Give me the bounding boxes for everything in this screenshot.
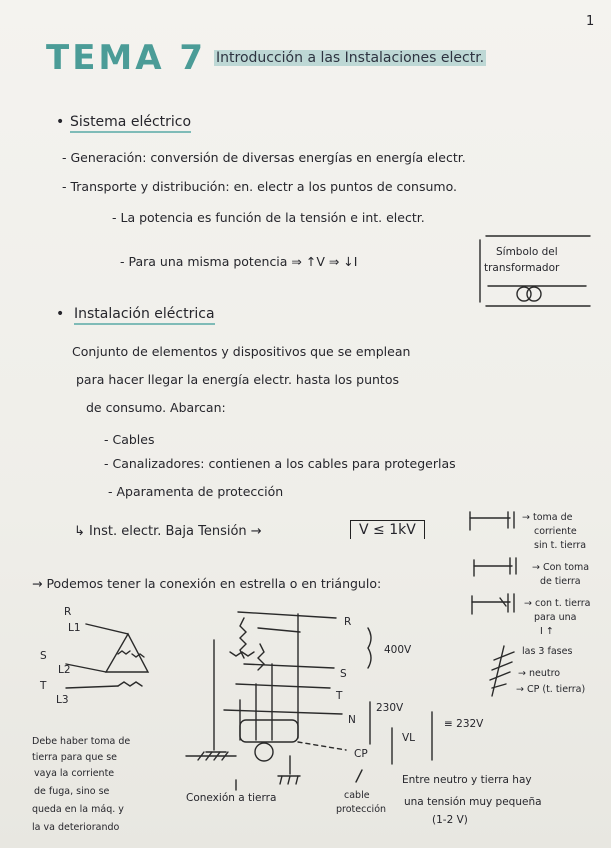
delta-label-t: T [40,680,47,692]
left-note-2: tierra para que se [32,752,118,763]
page-title: TEMA 7 [46,38,207,78]
left-note-3: vaya la corriente [34,768,115,779]
section1-line-1: - Generación: conversión de diversas energías en energía electr. [62,150,466,165]
socket1-label-2: corriente [534,526,577,537]
phase-cable-symbol [490,646,514,696]
socket2-label-2: de tierra [540,576,581,587]
delta-label-l2: L2 [58,664,71,676]
delta-label-r: R [64,606,72,618]
section2-item-2: - Canalizadores: contienen a los cables para protegerlas [104,456,456,471]
cable-label-1: cable [344,790,370,801]
section2-para-1: Conjunto de elementos y dispositivos que se emplean [72,344,411,359]
voltage-230: 230V [376,702,404,714]
voltage-232: ≡ 232V [444,718,484,730]
bullet-2: • [56,306,65,322]
section2-item-1: - Cables [104,432,155,447]
wire-label-s: S [340,668,347,680]
section2-heading: Instalación eléctrica [74,306,215,322]
phases-note-2: → neutro [518,668,561,679]
section2-para-3: de consumo. Abarcan: [86,400,226,415]
page-number: 1 [586,14,595,29]
delta-symbol [66,624,148,688]
delta-label-s: S [40,650,47,662]
section1-heading: Sistema eléctrico [70,114,191,130]
voltage-vl: VL [402,732,416,744]
left-note-5: queda en la máq. y [32,804,124,815]
tierra-label: Conexión a tierra [186,792,277,804]
socket2-label-1: → Con toma [532,562,590,573]
section2-para-2: para hacer llegar la energía electr. hasta los puntos [76,372,399,387]
socket1-label-1: → toma de [522,512,573,523]
socket3-label-1: → con t. tierra [524,598,591,609]
section1-line-4: - Para una misma potencia ⇒ ↑V ⇒ ↓I [120,254,358,269]
socket3-label-3: I ↑ [540,626,554,637]
socket3-label-2: para una [534,612,577,623]
delta-label-l3: L3 [56,694,69,706]
section1-line-2: - Transporte y distribución: en. electr a los puntos de consumo. [62,179,457,194]
transformer-coil-2 [527,287,541,301]
bullet-1: • [56,114,65,130]
wire-label-r: R [344,616,352,628]
cable-label-2: protección [336,804,387,815]
page-subtitle: Introducción a las Instalaciones electr. [216,50,485,66]
right-note-3: (1-2 V) [432,814,468,826]
baja-tension-box: V ≤ 1kV [350,520,425,539]
wiring-diagram [186,612,432,790]
connection-line: → Podemos tener la conexión en estrella o en triángulo: [32,576,382,591]
left-note-6: la va deteriorando [32,822,120,833]
delta-label-l1: L1 [68,622,81,634]
motor-symbol [255,743,273,761]
transformer-label-1: Símbolo del [496,246,558,258]
socket-symbols [470,512,516,614]
wire-label-n: N [348,714,356,726]
transformer-label-2: transformador [484,262,560,274]
section2-item-3: - Aparamenta de protección [108,484,284,499]
right-note-2: una tensión muy pequeña [404,796,542,808]
socket1-label-3: sin t. tierra [534,540,587,551]
voltage-400: 400V [384,644,412,656]
baja-tension-text: ↳ Inst. electr. Baja Tensión → [74,524,262,539]
phases-note-3: → CP (t. tierra) [516,684,586,695]
left-note-1: Debe haber toma de [32,736,131,747]
phases-note-1: las 3 fases [522,646,573,657]
wire-label-cp: CP [354,748,368,760]
section1-line-3: - La potencia es función de la tensión e int. electr. [112,210,425,225]
wire-label-t: T [336,690,343,702]
left-note-4: de fuga, sino se [34,786,110,797]
right-note-1: Entre neutro y tierra hay [402,774,532,786]
